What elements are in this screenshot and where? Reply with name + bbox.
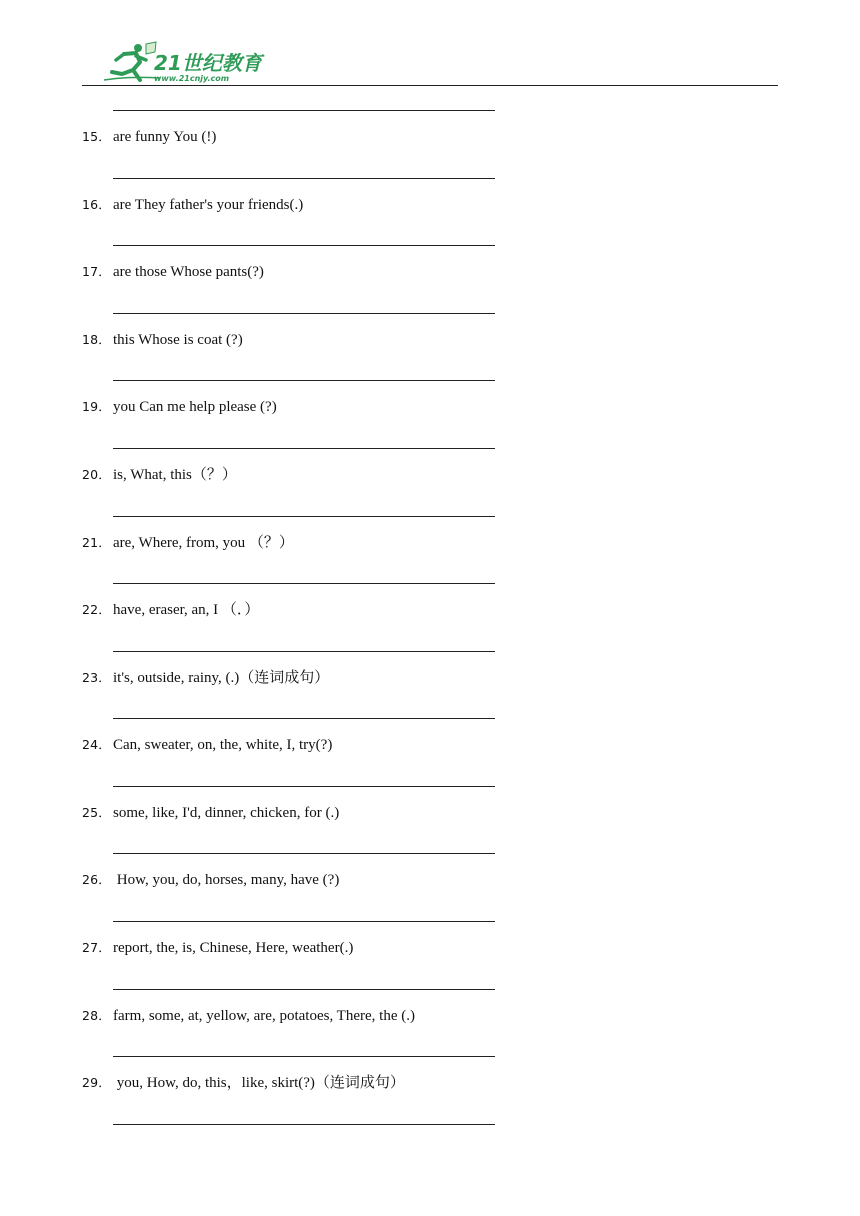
answer-line <box>113 516 495 517</box>
logo-wordmark: 21世纪教育 <box>154 51 262 75</box>
question-29 <box>82 1073 405 1093</box>
question-number: 23． <box>82 670 112 685</box>
question-number: 18． <box>82 332 112 347</box>
answer-line <box>113 651 495 652</box>
answer-line <box>113 853 495 854</box>
page-header <box>0 0 860 90</box>
question-text: this Whose is coat (?) <box>113 332 243 348</box>
question-text: is, What, this（？） <box>113 467 237 483</box>
question-number: 25． <box>82 805 112 820</box>
question-number: 22． <box>82 602 112 617</box>
question-24 <box>82 735 332 755</box>
question-17 <box>82 262 264 282</box>
question-23 <box>82 668 329 688</box>
question-text: are those Whose pants(?) <box>113 264 264 280</box>
question-27 <box>82 938 353 958</box>
logo-url: www.21cnjy.com <box>154 74 230 83</box>
question-text: are They father's your friends(.) <box>113 197 304 213</box>
question-text: Can, sweater, on, the, white, I, try(?) <box>113 737 333 753</box>
question-number: 20． <box>82 467 112 482</box>
header-divider <box>82 85 778 86</box>
question-21 <box>82 533 294 553</box>
answer-line <box>113 786 495 787</box>
question-number: 28． <box>82 1008 112 1023</box>
question-number: 21． <box>82 535 112 550</box>
question-text: How, you, do, horses, many, have (?) <box>113 872 340 888</box>
question-28 <box>82 1006 415 1026</box>
question-26 <box>82 870 339 890</box>
question-text: have, eraser, an, I （．） <box>113 602 260 618</box>
question-number: 29． <box>82 1075 112 1090</box>
answer-line <box>113 380 495 381</box>
question-15 <box>82 127 216 147</box>
runner-icon <box>104 42 160 80</box>
answer-line <box>113 718 495 719</box>
question-25 <box>82 803 339 823</box>
question-text: are, Where, from, you （？） <box>113 535 294 551</box>
answer-line <box>113 1056 495 1057</box>
question-19 <box>82 397 277 417</box>
question-number: 19． <box>82 399 112 414</box>
question-number: 15． <box>82 129 112 144</box>
question-16 <box>82 195 303 215</box>
question-number: 17． <box>82 264 112 279</box>
answer-line <box>113 448 495 449</box>
answer-line <box>113 313 495 314</box>
answer-line <box>113 110 495 111</box>
question-text: some, like, I'd, dinner, chicken, for (.) <box>113 805 340 821</box>
question-18 <box>82 330 243 350</box>
answer-line <box>113 583 495 584</box>
question-text: are funny You (!) <box>113 129 217 145</box>
question-text: you, How, do, this，like, skirt(?)（连词成句） <box>113 1075 405 1091</box>
answer-line <box>113 178 495 179</box>
question-number: 16． <box>82 197 112 212</box>
question-text: report, the, is, Chinese, Here, weather(.) <box>113 940 354 956</box>
logo <box>100 40 270 86</box>
question-22 <box>82 600 259 620</box>
question-text: you Can me help please (?) <box>113 399 277 415</box>
answer-line <box>113 1124 495 1125</box>
question-number: 27． <box>82 940 112 955</box>
question-text: it's, outside, rainy, (.)（连词成句） <box>113 670 330 686</box>
question-number: 24． <box>82 737 112 752</box>
question-20 <box>82 465 237 485</box>
answer-line <box>113 245 495 246</box>
question-text: farm, some, at, yellow, are, potatoes, There, the (.) <box>113 1008 415 1024</box>
answer-line <box>113 989 495 990</box>
answer-line <box>113 921 495 922</box>
question-number: 26． <box>82 872 112 887</box>
